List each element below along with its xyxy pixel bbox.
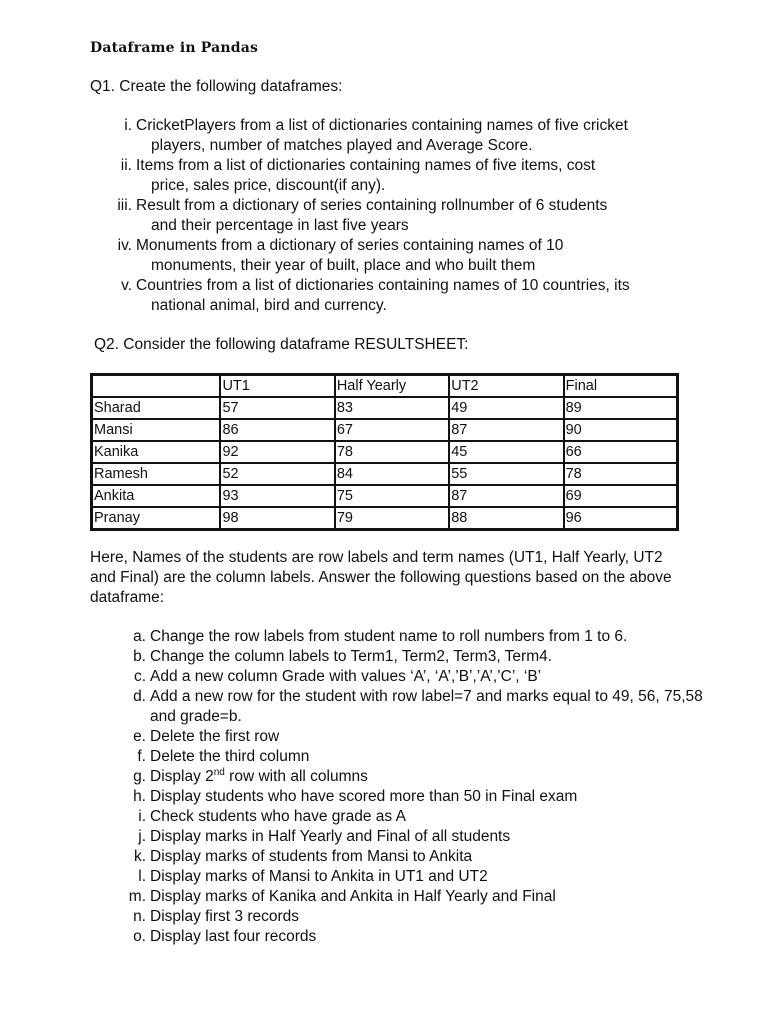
table-cell: 89 (564, 397, 677, 419)
list-item (0, 276, 768, 316)
table-cell: 67 (335, 419, 449, 441)
table-cell: 75 (335, 485, 449, 507)
list-item (0, 907, 768, 927)
list-item-text: Monuments from a dictionary of series containing names of 10 monuments, their year of built, place and who built them (136, 237, 564, 274)
list-item (0, 807, 768, 827)
list-item-text: Add a new row for the student with row label=7 and marks equal to 49, 56, 75,58 and grade=b. (150, 688, 703, 725)
list-item-number: i. (124, 117, 132, 134)
list-item-number: a. (133, 628, 146, 645)
table-cell: 86 (220, 419, 334, 441)
q1-heading: Q1. Create the following dataframes: (90, 78, 343, 95)
q2-paragraph: Here, Names of the students are row labels and term names (UT1, Half Yearly, UT2 and Final) are the column labels. Answer the following questions based on the above dataframe: (90, 549, 672, 606)
list-item-text: Delete the third column (150, 748, 310, 765)
list-item (0, 867, 768, 887)
table-cell: 78 (564, 463, 677, 485)
list-item (0, 847, 768, 867)
list-item (0, 827, 768, 847)
table-cell: 90 (564, 419, 677, 441)
list-item (0, 627, 768, 647)
table-row (92, 507, 677, 529)
list-item (0, 647, 768, 667)
list-item-text: Display marks in Half Yearly and Final of all students (150, 828, 511, 845)
list-item (0, 156, 768, 196)
list-item-number: o. (133, 928, 146, 945)
table-cell: 69 (564, 485, 677, 507)
table-cell: 96 (564, 507, 677, 529)
table-header-cell: Half Yearly (335, 375, 449, 397)
list-item-number: f. (137, 748, 146, 765)
table-cell: 66 (564, 441, 677, 463)
list-item-number: j. (138, 828, 146, 845)
table-cell: 49 (449, 397, 563, 419)
list-item-number: v. (121, 277, 132, 294)
table-header-row (92, 375, 677, 397)
table-row (92, 419, 677, 441)
list-item-text: Add a new column Grade with values ‘A’, ‘A’,’B’,’A’,’C’, ‘B’ (150, 668, 542, 685)
table-cell: Ramesh (92, 463, 220, 485)
list-item-number: d. (133, 688, 146, 705)
table-header-cell: UT2 (449, 375, 563, 397)
list-item-text: Display first 3 records (150, 908, 300, 925)
table-cell: 57 (220, 397, 334, 419)
list-item-text: Change the column labels to Term1, Term2, Term3, Term4. (150, 648, 553, 665)
list-item-text: Display marks of Kanika and Ankita in Half Yearly and Final (150, 888, 556, 905)
list-item-text: Display last four records (150, 928, 317, 945)
list-item-text: Countries from a list of dictionaries containing names of 10 countries, its national animal, bird and currency. (136, 277, 630, 314)
table-cell: 87 (449, 485, 563, 507)
table-header-cell: Final (564, 375, 677, 397)
table-cell: 52 (220, 463, 334, 485)
table-cell: Kanika (92, 441, 220, 463)
list-item-number: ii. (120, 157, 132, 174)
list-item-number: c. (133, 668, 146, 685)
table-cell: 87 (449, 419, 563, 441)
list-item-text: Items from a list of dictionaries containing names of five items, cost price, sales price, discount(if any). (136, 157, 596, 194)
list-item-text: Display marks of students from Mansi to Ankita (150, 848, 473, 865)
table-row (92, 485, 677, 507)
table-header-cell (92, 375, 220, 397)
list-item-text: Check students who have grade as A (150, 808, 406, 825)
table-cell: 79 (335, 507, 449, 529)
list-item (0, 196, 768, 236)
list-item-number: iv. (117, 237, 132, 254)
q1-list (0, 116, 768, 316)
table-cell: 83 (335, 397, 449, 419)
table-cell: 84 (335, 463, 449, 485)
list-item-number: k. (133, 848, 146, 865)
list-item-number: n. (133, 908, 146, 925)
table-row (92, 441, 677, 463)
table-cell: Sharad (92, 397, 220, 419)
table-cell: 78 (335, 441, 449, 463)
table-cell: Mansi (92, 419, 220, 441)
list-item (0, 927, 768, 947)
list-item-text: Change the row labels from student name to roll numbers from 1 to 6. (150, 628, 628, 645)
list-item-number: i. (138, 808, 146, 825)
list-item-text: Delete the first row (150, 728, 280, 745)
q2-questions-list (0, 627, 768, 947)
table-header-cell: UT1 (220, 375, 334, 397)
list-item-number: m. (128, 888, 146, 905)
list-item (0, 787, 768, 807)
list-item-text: Display marks of Mansi to Ankita in UT1 and UT2 (150, 868, 488, 885)
table-cell: 92 (220, 441, 334, 463)
list-item-number: iii. (117, 197, 132, 214)
list-item-number: b. (133, 648, 146, 665)
list-item (0, 887, 768, 907)
list-item (0, 667, 768, 687)
list-item-number: h. (133, 788, 146, 805)
list-item-number: l. (138, 868, 146, 885)
list-item-text: Display 2nd row with all columns (150, 766, 368, 785)
resultsheet-table (90, 373, 679, 531)
list-item (0, 747, 768, 767)
table-row (92, 397, 677, 419)
list-item-number: g. (133, 768, 146, 785)
list-item-text: Display students who have scored more than 50 in Final exam (150, 788, 578, 805)
list-item-text: Result from a dictionary of series containing rollnumber of 6 students and their percentage in last five years (136, 197, 608, 234)
table-cell: 55 (449, 463, 563, 485)
table-cell: 45 (449, 441, 563, 463)
table-row (92, 463, 677, 485)
list-item (0, 236, 768, 276)
table-cell: Ankita (92, 485, 220, 507)
q2-heading: Q2. Consider the following dataframe RESULTSHEET: (94, 336, 469, 353)
table-cell: Pranay (92, 507, 220, 529)
table-cell: 98 (220, 507, 334, 529)
list-item (0, 727, 768, 747)
list-item-text: CricketPlayers from a list of dictionaries containing names of five cricket players, number of matches played and Average Score. (136, 117, 628, 154)
document-title: Dataframe in Pandas (90, 40, 259, 56)
table-cell: 88 (449, 507, 563, 529)
list-item (0, 116, 768, 156)
list-item (0, 767, 768, 787)
list-item (0, 687, 768, 727)
list-item-number: e. (133, 728, 146, 745)
table-cell: 93 (220, 485, 334, 507)
